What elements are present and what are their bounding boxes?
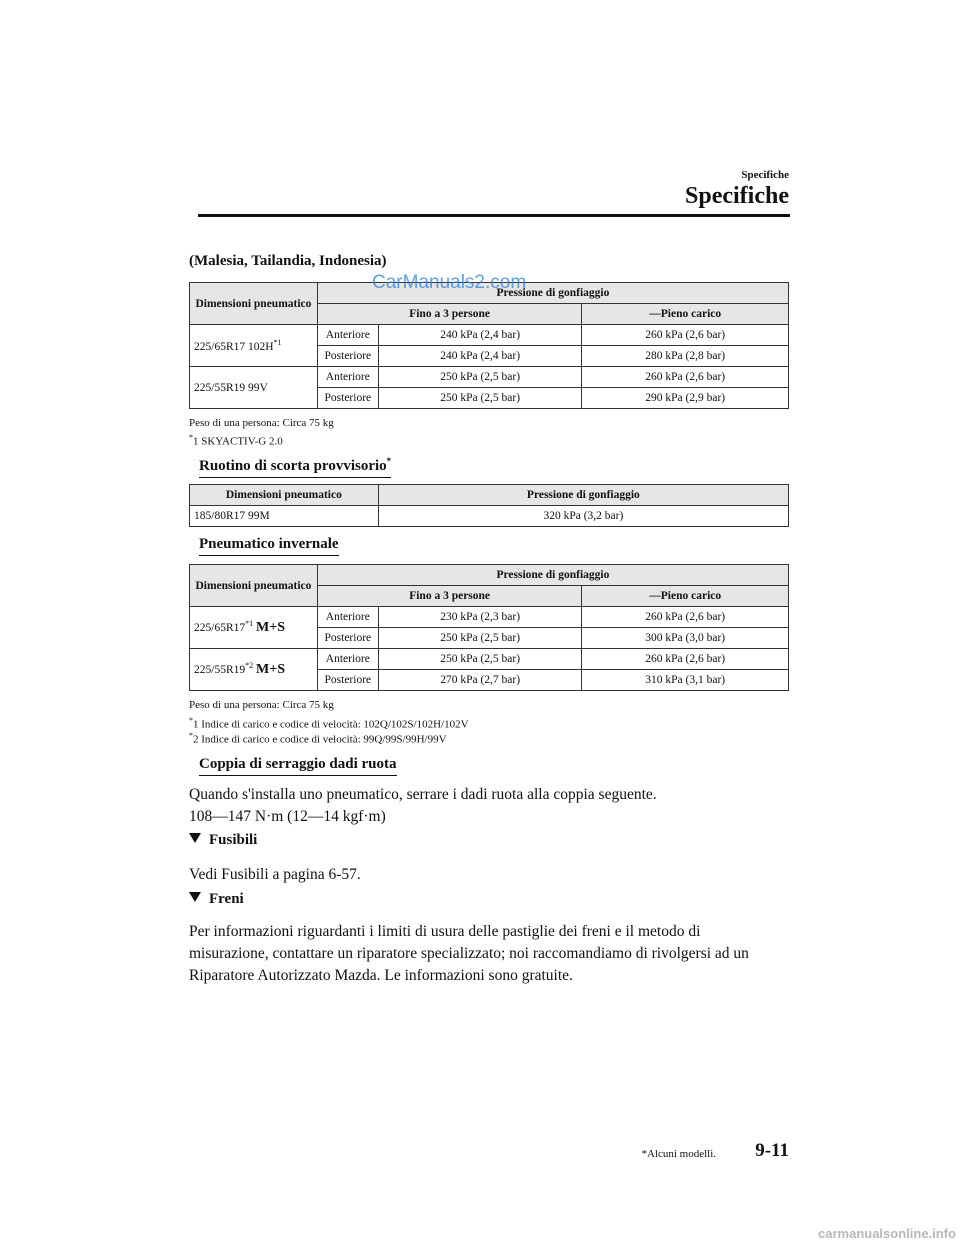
fuses-text: Vedi Fusibili a pagina 6-57.	[189, 866, 361, 883]
pressure-cell: 270 kPa (2,7 bar)	[378, 670, 582, 691]
pressure-cell: 280 kPa (2,8 bar)	[582, 346, 789, 367]
col-header-up-to-3: Fino a 3 persone	[317, 304, 582, 325]
malesia-title: (Malesia, Tailandia, Indonesia)	[189, 253, 387, 269]
spare-pressure-table	[189, 484, 789, 527]
footer-watermark: carmanualsonline.info	[818, 1226, 956, 1241]
triangle-bullet-icon	[189, 892, 201, 902]
torque-title: Coppia di serraggio dadi ruota	[199, 756, 397, 776]
winter-footnote-1: *1 Indice di carico e codice di velocità: 102Q/102S/102H/102V	[189, 716, 469, 731]
col-header-full-load: —Pieno carico	[582, 304, 789, 325]
table-row	[190, 649, 789, 670]
brakes-text-2: misurazione, contattare un riparatore specializzato; noi raccomandiamo di rivolgersi ad un	[189, 945, 749, 962]
mud-snow-mark: M+S	[256, 619, 285, 635]
col-header-pressure: Pressione di gonfiaggio	[317, 283, 788, 304]
table-header-row	[190, 485, 789, 506]
table-row	[190, 367, 789, 388]
pressure-cell: 250 kPa (2,5 bar)	[378, 367, 582, 388]
header-rule	[198, 214, 790, 217]
brakes-text-3: Riparatore Autorizzato Mazda. Le informazioni sono gratuite.	[189, 967, 573, 984]
pressure-cell: 250 kPa (2,5 bar)	[378, 388, 582, 409]
page-number: 9-11	[755, 1140, 789, 1161]
pressure-cell: 300 kPa (3,0 bar)	[582, 628, 789, 649]
tire-size-cell: 225/55R19$^{*2}$ M+S	[190, 649, 318, 691]
malesia-footnote: *1 SKYACTIV-G 2.0	[189, 433, 283, 448]
brakes-heading: Freni	[189, 891, 244, 908]
pressure-cell: 310 kPa (3,1 bar)	[582, 670, 789, 691]
torque-text-1: Quando s'installa uno pneumatico, serrare i dadi ruota alla coppia seguente.	[189, 786, 657, 803]
winter-weight-note: Peso di una persona: Circa 75 kg	[189, 699, 334, 711]
torque-value: 108—147 N·m (12—14 kgf·m)	[189, 808, 386, 825]
pressure-cell: 260 kPa (2,6 bar)	[582, 325, 789, 346]
col-header-pressure: Pressione di gonfiaggio	[317, 565, 788, 586]
position-cell: Anteriore	[317, 325, 378, 346]
spare-title: Ruotino di scorta provvisorio*	[199, 456, 391, 478]
pressure-cell: 320 kPa (3,2 bar)	[378, 506, 788, 527]
col-header-full-load: —Pieno carico	[582, 586, 789, 607]
pressure-cell: 240 kPa (2,4 bar)	[378, 325, 582, 346]
position-cell: Anteriore	[317, 649, 378, 670]
fuses-heading: Fusibili	[189, 832, 257, 849]
tire-size-cell: 225/65R17 $102H^{*1}$	[190, 325, 318, 367]
tire-size-cell: 185/80R17 99M	[190, 506, 379, 527]
triangle-bullet-icon	[189, 833, 201, 843]
tire-size-cell: 225/65R17$^{*1}$ M+S	[190, 607, 318, 649]
col-header-up-to-3: Fino a 3 persone	[317, 586, 582, 607]
pressure-cell: 290 kPa (2,9 bar)	[582, 388, 789, 409]
col-header-pressure: Pressione di gonfiaggio	[378, 485, 788, 506]
position-cell: Posteriore	[317, 388, 378, 409]
watermark: CarManuals2.com	[372, 272, 527, 293]
section-title: Specifiche	[685, 183, 789, 209]
pressure-cell: 260 kPa (2,6 bar)	[582, 367, 789, 388]
pressure-cell: 230 kPa (2,3 bar)	[378, 607, 582, 628]
position-cell: Posteriore	[317, 670, 378, 691]
section-label-small: Specifiche	[741, 169, 789, 181]
winter-footnote-2: *2 Indice di carico e codice di velocità: 99Q/99S/99H/99V	[189, 731, 447, 746]
table-row	[190, 325, 789, 346]
winter-pressure-table	[189, 564, 789, 691]
position-cell: Anteriore	[317, 607, 378, 628]
col-header-size: Dimensioni pneumatico	[190, 283, 318, 325]
pressure-cell: 260 kPa (2,6 bar)	[582, 649, 789, 670]
position-cell: Posteriore	[317, 346, 378, 367]
position-cell: Posteriore	[317, 628, 378, 649]
malesia-pressure-table	[189, 282, 789, 409]
table-header-row	[190, 565, 789, 586]
col-header-size: Dimensioni pneumatico	[190, 485, 379, 506]
tire-size-cell: 225/55R19 99V	[190, 367, 318, 409]
pressure-cell: 240 kPa (2,4 bar)	[378, 346, 582, 367]
pressure-cell: 260 kPa (2,6 bar)	[582, 607, 789, 628]
pressure-cell: 250 kPa (2,5 bar)	[378, 628, 582, 649]
winter-title: Pneumatico invernale	[199, 536, 339, 556]
table-row	[190, 506, 789, 527]
col-header-size: Dimensioni pneumatico	[190, 565, 318, 607]
position-cell: Anteriore	[317, 367, 378, 388]
pressure-cell: 250 kPa (2,5 bar)	[378, 649, 582, 670]
table-row	[190, 607, 789, 628]
malesia-weight-note: Peso di una persona: Circa 75 kg	[189, 417, 334, 429]
mud-snow-mark: M+S	[256, 661, 285, 677]
footer-note: *Alcuni modelli.	[641, 1148, 716, 1160]
brakes-text-1: Per informazioni riguardanti i limiti di usura delle pastiglie dei freni e il metodo di	[189, 923, 701, 940]
